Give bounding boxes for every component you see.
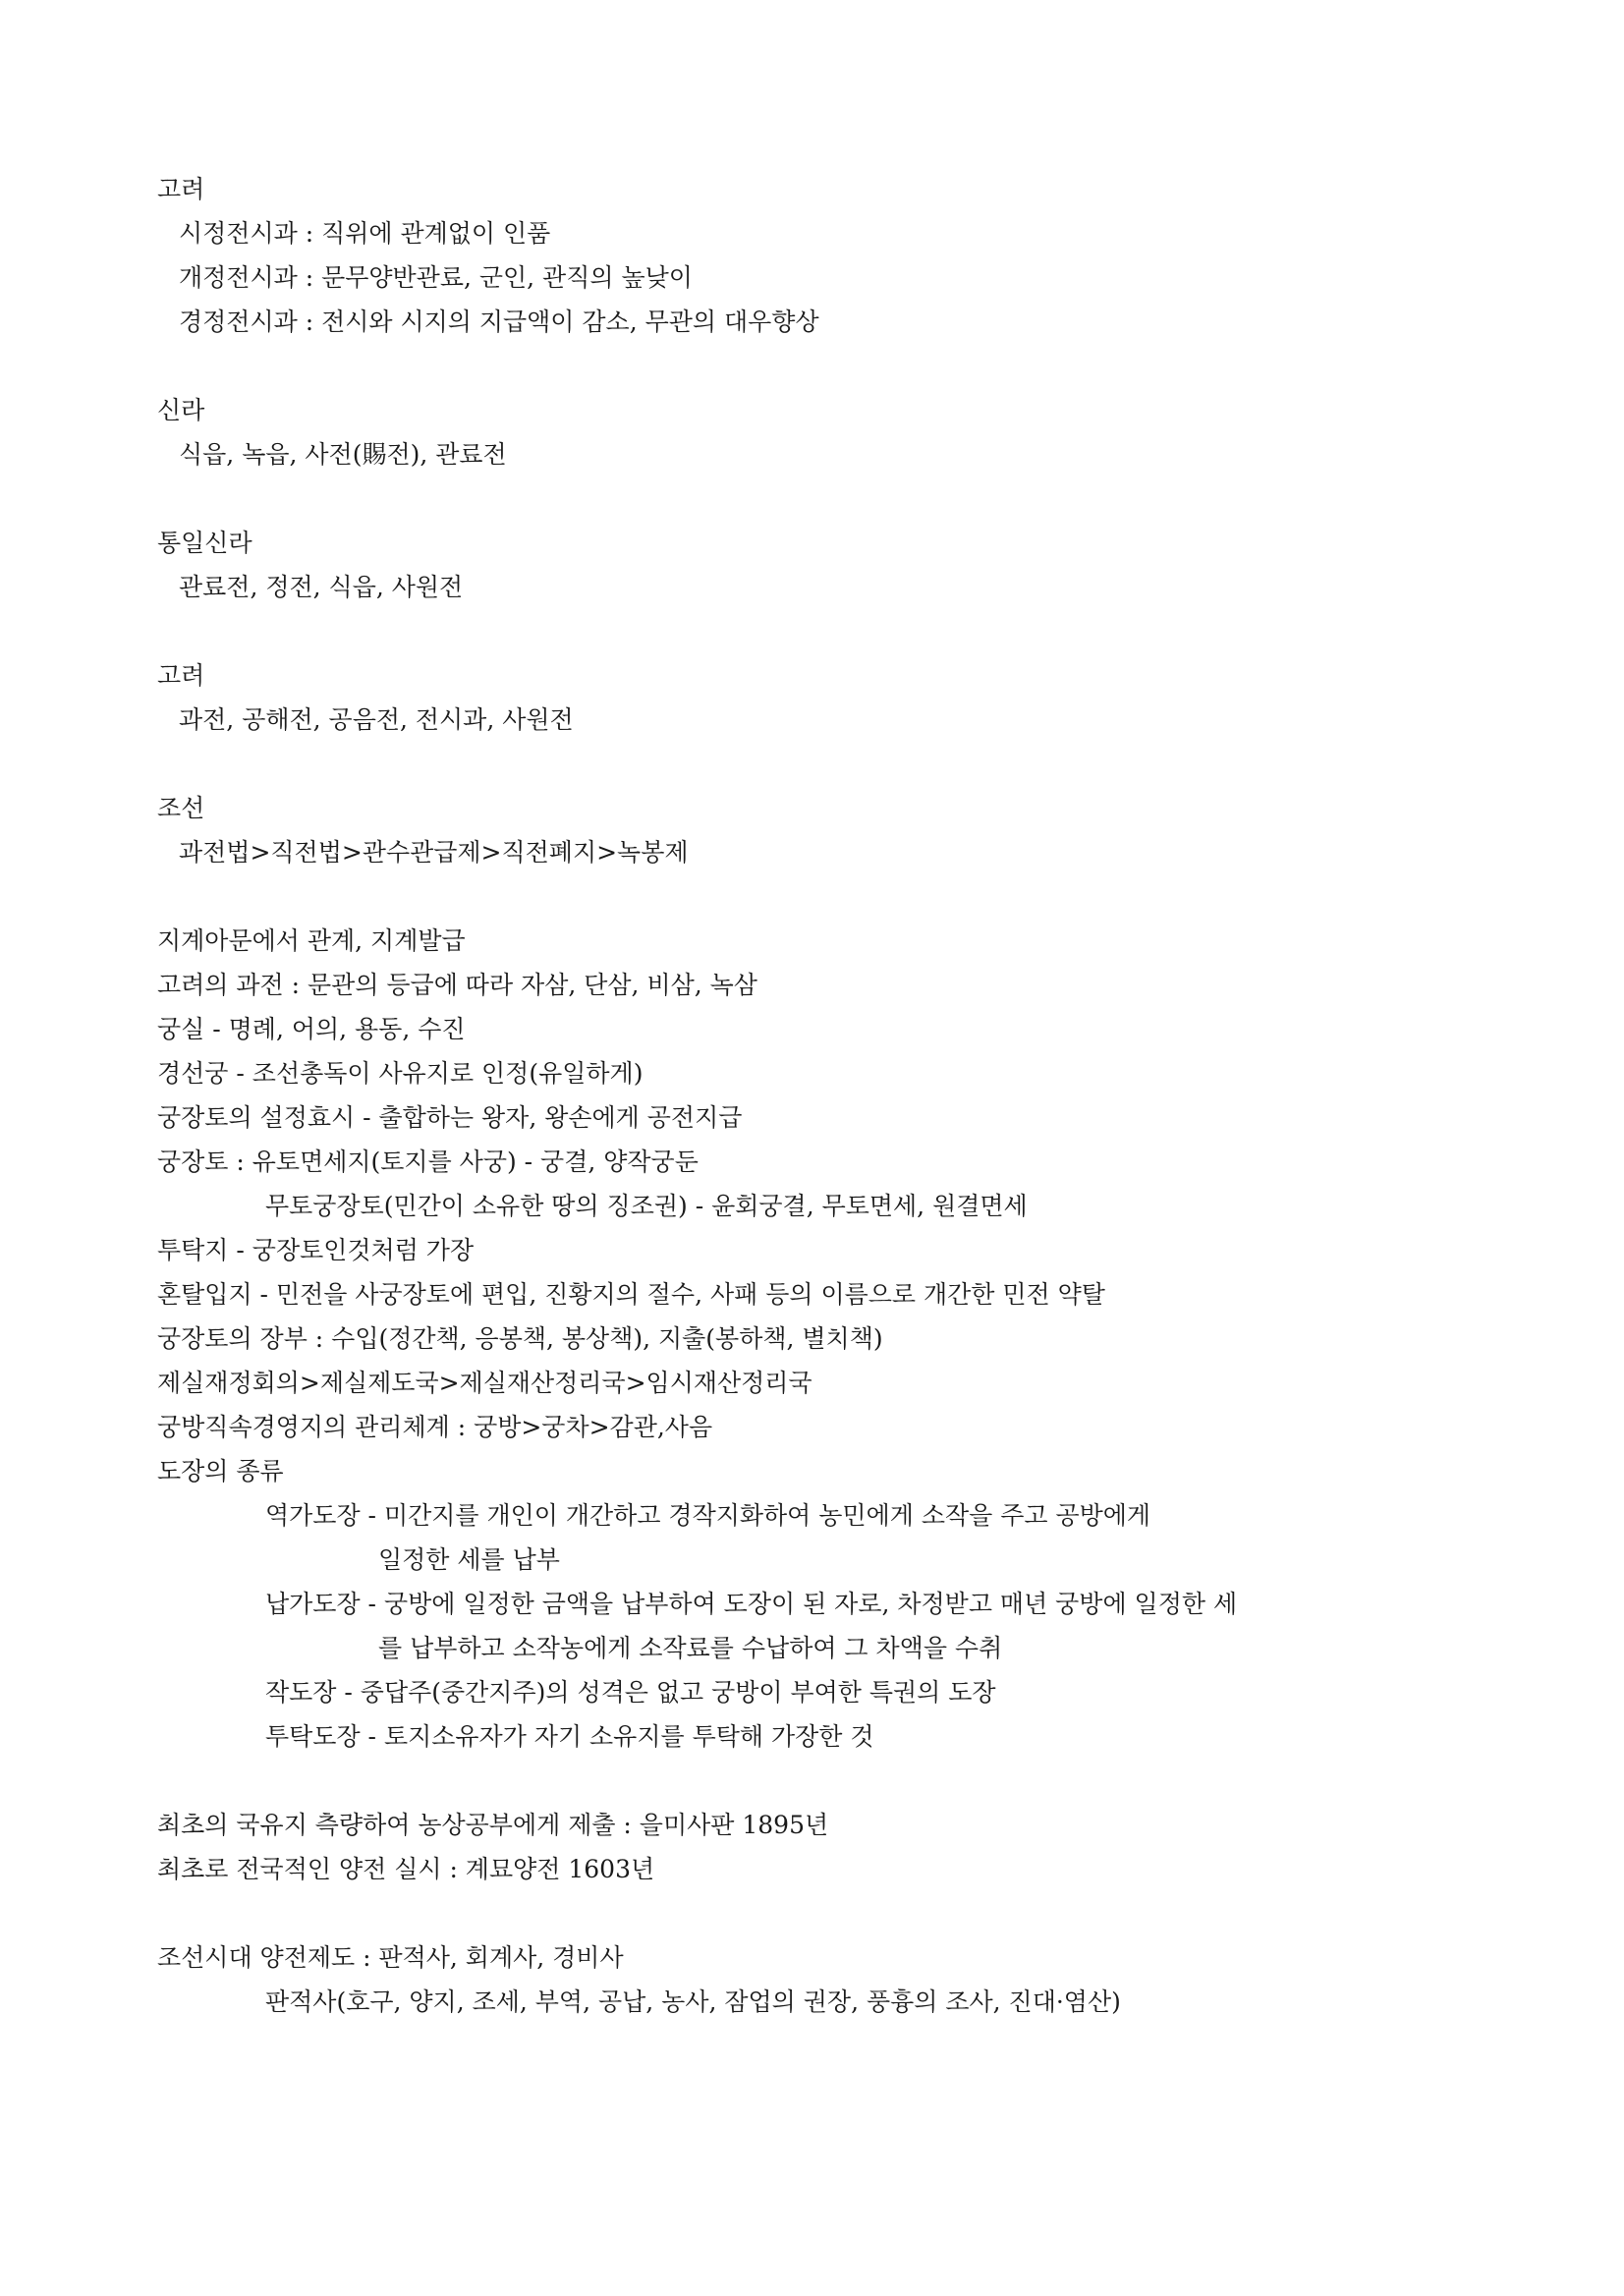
dojang-napga: 납가도장 - 궁방에 일정한 금액을 납부하여 도장이 된 자로, 차정받고 매년 궁방에 일정한 세 <box>265 1590 1238 1618</box>
note-line-continued: 무토궁장토(민간이 소유한 땅의 징조권) - 윤회궁결, 무토면세, 원결면세 <box>265 1192 1028 1220</box>
yangjeon-detail: 판적사(호구, 양지, 조세, 부역, 공납, 농사, 잠업의 권장, 풍흉의 조사, 진대·염산) <box>265 1988 1121 2016</box>
note-line: 경선궁 - 조선총독이 사유지로 인정(유일하게) <box>157 1059 644 1088</box>
dojang-napga-continued: 를 납부하고 소작농에게 소작료를 수납하여 그 차액을 수취 <box>378 1634 1003 1662</box>
survey-line: 최초로 전국적인 양전 실시 : 계묘양전 1603년 <box>157 1855 655 1883</box>
document-body <box>157 167 1513 2024</box>
list-item: 과전, 공해전, 공음전, 전시과, 사원전 <box>179 705 574 734</box>
note-line: 지계아문에서 관계, 지계발급 <box>157 926 466 955</box>
note-line: 도장의 종류 <box>157 1457 284 1485</box>
section-title-goryeo-land: 고려 <box>157 661 205 690</box>
dojang-tutak: 투탁도장 - 토지소유자가 자기 소유지를 투탁해 가장한 것 <box>265 1722 874 1751</box>
section-title-joseon: 조선 <box>157 794 205 822</box>
note-line: 투탁지 - 궁장토인것처럼 가장 <box>157 1236 475 1264</box>
list-item: 과전법>직전법>관수관급제>직전폐지>녹봉제 <box>179 838 689 867</box>
section-title-silla: 신라 <box>157 396 205 424</box>
survey-line: 최초의 국유지 측량하여 농상공부에게 제출 : 을미사판 1895년 <box>157 1811 829 1839</box>
list-item: 경정전시과 : 전시와 시지의 지급액이 감소, 무관의 대우향상 <box>179 308 819 336</box>
note-line: 제실재정회의>제실제도국>제실재산정리국>임시재산정리국 <box>157 1369 812 1397</box>
list-item: 시정전시과 : 직위에 관계없이 인품 <box>179 219 551 248</box>
dojang-yeokga-continued: 일정한 세를 납부 <box>378 1545 560 1574</box>
list-item: 식읍, 녹읍, 사전(賜전), 관료전 <box>179 440 507 469</box>
list-item: 관료전, 정전, 식읍, 사원전 <box>179 573 464 601</box>
dojang-yeokga: 역가도장 - 미간지를 개인이 개간하고 경작지화하여 농민에게 소작을 주고 공방에게 <box>265 1501 1151 1530</box>
yangjeon-title: 조선시대 양전제도 : 판적사, 회계사, 경비사 <box>157 1943 624 1972</box>
note-line: 궁장토의 장부 : 수입(정간책, 응봉책, 봉상책), 지출(봉하책, 별치책) <box>157 1324 883 1353</box>
note-line: 궁방직속경영지의 관리체계 : 궁방>궁차>감관,사음 <box>157 1413 713 1441</box>
note-line: 궁장토의 설정효시 - 출합하는 왕자, 왕손에게 공전지급 <box>157 1103 743 1132</box>
section-title-unified-silla: 통일신라 <box>157 529 252 557</box>
section-title-goryeo: 고려 <box>157 175 205 203</box>
note-line: 궁장토 : 유토면세지(토지를 사궁) - 궁결, 양작궁둔 <box>157 1148 699 1176</box>
note-line: 궁실 - 명례, 어의, 용동, 수진 <box>157 1015 466 1043</box>
list-item: 개정전시과 : 문무양반관료, 군인, 관직의 높낮이 <box>179 263 693 292</box>
note-line: 고려의 과전 : 문관의 등급에 따라 자삼, 단삼, 비삼, 녹삼 <box>157 971 757 999</box>
note-line: 혼탈입지 - 민전을 사궁장토에 편입, 진황지의 절수, 사패 등의 이름으로 개간한 민전 약탈 <box>157 1280 1105 1309</box>
dojang-jak: 작도장 - 중답주(중간지주)의 성격은 없고 궁방이 부여한 특권의 도장 <box>265 1678 996 1707</box>
